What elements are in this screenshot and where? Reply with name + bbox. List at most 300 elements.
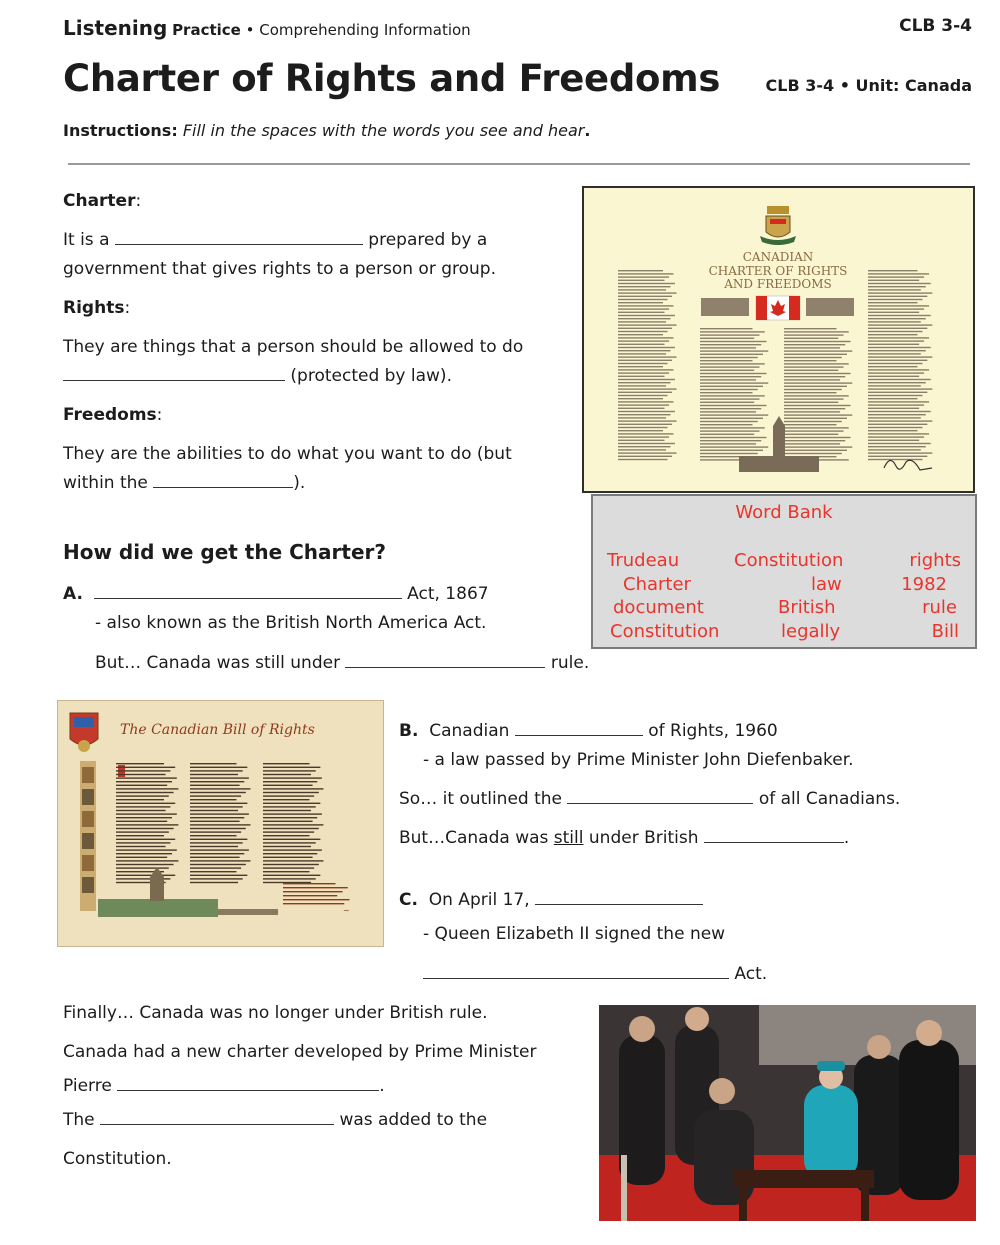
text-line-mark [700, 370, 754, 371]
text-line-mark [700, 331, 765, 332]
word-bank-row [593, 597, 975, 621]
text-line-mark [700, 347, 756, 348]
text-line-mark [700, 414, 768, 415]
blank-c-constitution[interactable] [423, 964, 729, 979]
text-line-mark [190, 788, 250, 789]
text-line-mark [190, 824, 250, 825]
text-line-mark [868, 350, 926, 351]
listening-label: Listening [63, 16, 168, 40]
text-line-mark [116, 849, 177, 850]
text-line-mark [784, 389, 842, 390]
text-line-mark [784, 328, 837, 329]
text-line-mark [190, 842, 243, 843]
text-line-mark [618, 318, 671, 319]
text-line-mark [868, 430, 918, 431]
bill-panel-mark [82, 789, 94, 805]
text-line-mark [116, 821, 167, 822]
bill-panel-mark [82, 855, 94, 871]
text-line-mark [700, 328, 753, 329]
text-line-mark [700, 389, 758, 390]
text-line-mark [700, 430, 760, 431]
bill-title-text: The Canadian Bill of Rights [120, 722, 315, 738]
bill-panel-mark [82, 811, 94, 827]
text-line-mark [700, 338, 754, 339]
text-line-mark [868, 292, 932, 293]
level-badge: CLB 3-4 [899, 16, 972, 36]
text-line-mark [618, 312, 665, 313]
text-line-mark [784, 446, 852, 447]
text-line-mark [618, 292, 677, 293]
text-line-mark [190, 763, 237, 764]
text-line-mark [868, 296, 927, 297]
text-line-mark [263, 875, 320, 876]
text-line-mark [618, 308, 669, 309]
text-line-mark [618, 433, 674, 434]
page-title: Charter of Rights and Freedoms [63, 57, 721, 100]
text-line-mark [868, 286, 926, 287]
signature-icon [884, 460, 932, 470]
text-line-mark [263, 842, 316, 843]
text-line-mark [700, 382, 768, 383]
text-line-mark [784, 344, 845, 345]
word-bank-word[interactable]: rule [922, 597, 957, 618]
text-line-mark [618, 379, 675, 380]
text-line-mark [618, 347, 675, 348]
text-line-mark [116, 792, 174, 793]
item-c-act: Act. [423, 962, 767, 986]
text-line-mark [868, 369, 929, 370]
text-line-mark [116, 806, 170, 807]
text-line-mark [784, 379, 840, 380]
text-line-mark [116, 835, 164, 836]
unit-label [766, 76, 972, 95]
text-line-mark [263, 867, 314, 868]
text-line-mark [700, 398, 760, 399]
blank-a-rule[interactable] [345, 653, 545, 668]
item-a-but: But… Canada was still under rule. [95, 653, 590, 673]
text-line-mark [784, 398, 844, 399]
word-bank-word[interactable]: law [811, 574, 842, 595]
blank-charter-added[interactable] [100, 1110, 334, 1125]
text-line-mark [868, 308, 924, 309]
text-line-mark [116, 817, 172, 818]
text-line-mark [700, 376, 761, 377]
word-bank-row [593, 621, 975, 645]
text-line-mark [190, 849, 249, 850]
text-line-mark [618, 270, 663, 271]
charter-document-image [582, 186, 975, 493]
text-line-mark [116, 824, 178, 825]
text-line-mark [618, 328, 672, 329]
text-line-mark [618, 452, 677, 453]
item-b-but: But…Canada was still under British . [399, 828, 850, 848]
bill-signature-mark: ~ [343, 906, 350, 915]
rights-line-1: They are things that a person should be allowed to do [63, 337, 524, 357]
text-line-mark [868, 312, 919, 313]
text-line-mark [263, 777, 322, 778]
header-divider [68, 163, 970, 165]
text-line-mark [784, 430, 844, 431]
text-line-mark [700, 421, 758, 422]
finally-line-5: Constitution. [63, 1149, 172, 1169]
text-line-mark [784, 334, 844, 335]
text-line-mark [618, 331, 668, 332]
text-line-mark [868, 270, 918, 271]
blank-c-year[interactable] [535, 890, 703, 905]
text-line-mark [116, 774, 166, 775]
text-line-mark [618, 456, 672, 457]
text-line-mark [784, 341, 851, 342]
word-bank-word[interactable]: rights [909, 550, 961, 571]
blank-rights[interactable] [63, 366, 285, 381]
text-line-mark [116, 803, 175, 804]
text-line-mark [618, 398, 663, 399]
text-line-mark [116, 813, 177, 814]
text-line-mark [263, 846, 311, 847]
item-a-sub: - also known as the British North America Act. [95, 613, 487, 633]
text-line-mark [618, 446, 671, 447]
text-line-mark [618, 334, 663, 335]
text-line-mark [618, 350, 671, 351]
text-line-mark [868, 353, 921, 354]
bill-panel-mark [82, 833, 94, 849]
blank-b-rights[interactable] [567, 789, 753, 804]
text-line-mark [868, 414, 926, 415]
text-line-mark [784, 366, 844, 367]
text-line-mark [263, 792, 319, 793]
text-line-mark [263, 835, 310, 836]
text-line-mark [190, 875, 247, 876]
text-line-mark [618, 363, 668, 364]
coat-of-arms-icon [760, 206, 796, 245]
item-b: B. Canadian of Rights, 1960 [399, 721, 778, 741]
text-line-mark [700, 350, 768, 351]
text-line-mark [618, 395, 668, 396]
word-bank-word[interactable]: Charter [623, 574, 691, 595]
text-line-mark [700, 443, 756, 444]
text-line-mark [868, 456, 927, 457]
history-heading: How did we get the Charter? [63, 540, 386, 564]
text-line-mark [868, 376, 919, 377]
text-line-mark [784, 427, 849, 428]
text-line-mark [868, 302, 918, 303]
instructions: Instructions: Fill in the spaces with the words you see and hear. [63, 121, 591, 140]
text-line-mark [700, 373, 767, 374]
text-line-mark [618, 388, 677, 389]
text-line-mark [263, 871, 310, 872]
signing-ceremony-photo [599, 1005, 976, 1221]
text-line-mark [190, 777, 249, 778]
text-line-mark [190, 799, 237, 800]
instructions-text: Fill in the spaces with the words you see and hear [182, 121, 585, 140]
text-line-mark [190, 803, 247, 804]
text-line-mark [868, 440, 919, 441]
text-line-mark [190, 871, 237, 872]
unit-level: CLB 3-4 [765, 76, 835, 95]
text-line-mark [868, 427, 922, 428]
text-line-mark [784, 357, 842, 358]
header-breadcrumb [63, 14, 471, 44]
text-line-mark [700, 357, 758, 358]
text-line-mark [868, 379, 931, 380]
text-line-mark [283, 903, 344, 904]
text-line-mark [784, 405, 851, 406]
word-bank-word[interactable]: 1982 [901, 574, 947, 595]
text-line-mark [700, 395, 765, 396]
text-line-mark [700, 363, 765, 364]
text-line-mark [618, 382, 671, 383]
text-line-mark [190, 828, 246, 829]
practice-label: Practice [172, 21, 241, 39]
text-line-mark [618, 369, 674, 370]
word-bank-word[interactable]: Trudeau [607, 550, 680, 571]
text-line-mark [263, 857, 313, 858]
text-line-mark [116, 763, 164, 764]
item-c: C. On April 17, [399, 888, 703, 912]
charter-line-2: government that gives rights to a person or group. [63, 259, 497, 279]
text-line-mark [868, 324, 932, 325]
text-line-mark [868, 273, 929, 274]
text-line-mark [618, 273, 674, 274]
text-line-mark [700, 386, 763, 387]
text-line-mark [263, 799, 310, 800]
text-line-mark [868, 392, 927, 393]
text-line-mark [784, 440, 845, 441]
text-line-mark [618, 299, 668, 300]
text-line-mark [618, 321, 666, 322]
text-line-mark [784, 370, 838, 371]
text-line-mark [263, 824, 323, 825]
text-line-mark [618, 276, 669, 277]
text-line-mark [116, 767, 175, 768]
text-line-mark [190, 821, 240, 822]
text-line-mark [618, 436, 669, 437]
text-line-mark [116, 853, 172, 854]
text-line-mark [784, 347, 840, 348]
blank-b-bill[interactable] [515, 721, 643, 736]
charter-line-1: It is a prepared by a [63, 230, 488, 250]
text-line-mark [263, 774, 311, 775]
text-line-mark [700, 360, 753, 361]
text-line-mark [263, 817, 317, 818]
text-line-mark [283, 887, 348, 888]
text-line-mark [700, 440, 761, 441]
blank-b-law[interactable] [704, 828, 844, 843]
text-line-mark [868, 331, 922, 332]
text-line-mark [868, 321, 921, 322]
bill-illustration [58, 701, 383, 946]
text-line-mark [190, 846, 238, 847]
text-line-mark [618, 305, 674, 306]
text-line-mark [868, 401, 929, 402]
text-line-mark [190, 878, 243, 879]
text-line-mark [263, 839, 320, 840]
text-line-mark [618, 376, 665, 377]
text-line-mark [190, 831, 241, 832]
blank-pierre[interactable] [117, 1076, 379, 1091]
text-line-mark [868, 443, 931, 444]
text-line-mark [618, 344, 665, 345]
finally-line-1: Finally… Canada was no longer under British rule. [63, 1003, 488, 1023]
text-line-mark [618, 360, 672, 361]
text-line-mark [190, 839, 247, 840]
text-line-mark [618, 302, 663, 303]
text-line-mark [263, 806, 316, 807]
text-line-mark [190, 774, 238, 775]
text-line-mark [868, 446, 926, 447]
text-line-mark [700, 344, 761, 345]
freedoms-heading: Freedoms: [63, 405, 163, 425]
finally-line-4: The was added to the [63, 1110, 488, 1130]
text-line-mark [190, 785, 240, 786]
text-line-mark [263, 831, 314, 832]
finally-line-2: Canada had a new charter developed by Prime Minister [63, 1042, 537, 1062]
text-line-mark [116, 828, 174, 829]
text-line-mark [618, 340, 669, 341]
charter-heading-1: CANADIAN [742, 250, 814, 264]
text-line-mark [618, 353, 666, 354]
word-bank-word[interactable]: Constitution [734, 550, 844, 571]
text-line-mark [618, 401, 674, 402]
word-bank-row [593, 574, 975, 598]
charter-illustration [584, 188, 973, 491]
text-line-mark [700, 453, 758, 454]
text-line-mark [618, 392, 672, 393]
text-line-mark [116, 785, 167, 786]
text-line-mark [868, 452, 932, 453]
text-line-mark [263, 864, 319, 865]
parliament-icon [98, 867, 278, 917]
text-line-mark [784, 350, 852, 351]
text-line-mark [784, 414, 852, 415]
text-line-mark [784, 450, 847, 451]
text-line-mark [116, 860, 178, 861]
text-line-mark [116, 831, 169, 832]
item-b-so: So… it outlined the of all Canadians. [399, 789, 901, 809]
text-line-mark [618, 289, 666, 290]
charter-heading-2: CHARTER OF RIGHTS [708, 264, 848, 278]
text-line-mark [263, 810, 311, 811]
text-line-mark [190, 853, 244, 854]
text-line-mark [784, 424, 837, 425]
text-line-mark [618, 404, 669, 405]
word-bank-word[interactable]: legally [781, 621, 841, 642]
text-line-mark [700, 379, 756, 380]
text-line-mark [868, 424, 927, 425]
text-line-mark [116, 864, 174, 865]
word-bank [591, 494, 977, 649]
text-line-mark [700, 427, 765, 428]
text-line-mark [116, 846, 166, 847]
text-line-mark [190, 860, 250, 861]
text-line-mark [784, 421, 842, 422]
text-line-mark [868, 276, 924, 277]
text-line-mark [116, 777, 177, 778]
text-line-mark [868, 344, 919, 345]
text-line-mark [618, 356, 677, 357]
coat-of-arms-icon [70, 713, 98, 752]
text-line-mark [868, 328, 927, 329]
text-line-mark [116, 788, 178, 789]
text-line-mark [116, 839, 175, 840]
charter-heading-3: AND FREEDOMS [724, 277, 832, 291]
text-line-mark [700, 411, 756, 412]
text-line-mark [868, 280, 919, 281]
item-a: A. Act, 1867 [63, 584, 489, 604]
word-bank-word[interactable]: Constitution [610, 621, 720, 642]
blank-charter[interactable] [115, 230, 363, 245]
text-line-mark [784, 382, 852, 383]
text-line-mark [868, 289, 921, 290]
text-line-mark [868, 360, 927, 361]
text-line-mark [618, 449, 666, 450]
text-line-mark [263, 878, 316, 879]
text-line-mark [784, 453, 842, 454]
text-line-mark [190, 806, 243, 807]
word-bank-word[interactable]: Bill [931, 621, 959, 642]
word-bank-title: Word Bank [735, 502, 833, 523]
text-line-mark [784, 386, 847, 387]
text-line-mark [868, 283, 931, 284]
text-line-mark [190, 767, 247, 768]
text-line-mark [263, 781, 317, 782]
text-line-mark [868, 318, 926, 319]
text-line-mark [868, 299, 922, 300]
text-line-mark [190, 795, 241, 796]
canadian-flag-icon [756, 296, 800, 320]
text-line-mark [116, 875, 175, 876]
separator: • [245, 21, 255, 39]
text-line-mark [784, 373, 851, 374]
freedoms-line-2: within the ). [63, 473, 306, 493]
word-bank-word[interactable]: British [778, 597, 836, 618]
text-line-mark [263, 821, 313, 822]
text-line-mark [283, 891, 343, 892]
text-line-mark [868, 395, 922, 396]
text-line-mark [868, 433, 929, 434]
text-line-mark [190, 867, 241, 868]
text-line-mark [784, 434, 838, 435]
text-line-mark [700, 437, 767, 438]
text-line-mark [116, 770, 170, 771]
text-line-mark [784, 437, 851, 438]
text-line-mark [700, 334, 760, 335]
text-line-mark [784, 443, 840, 444]
text-line-mark [190, 882, 238, 883]
text-line-mark [190, 810, 238, 811]
text-line-mark [263, 770, 316, 771]
rights-line-2: (protected by law). [63, 364, 452, 388]
text-line-mark [618, 430, 663, 431]
word-bank-word[interactable]: document [613, 597, 704, 618]
text-line-mark [116, 857, 167, 858]
text-line-mark [618, 443, 675, 444]
text-line-mark [190, 817, 244, 818]
text-line-mark [868, 398, 918, 399]
blank-a-act[interactable] [94, 584, 402, 599]
text-line-mark [618, 427, 668, 428]
blank-freedoms[interactable] [153, 473, 293, 488]
text-line-mark [618, 372, 669, 373]
text-line-mark [618, 420, 677, 421]
text-line-mark [618, 296, 672, 297]
text-line-mark [116, 781, 172, 782]
text-line-mark [784, 338, 838, 339]
text-line-mark [283, 883, 336, 884]
text-line-mark [263, 849, 322, 850]
text-line-mark [784, 418, 847, 419]
text-line-mark [868, 449, 921, 450]
